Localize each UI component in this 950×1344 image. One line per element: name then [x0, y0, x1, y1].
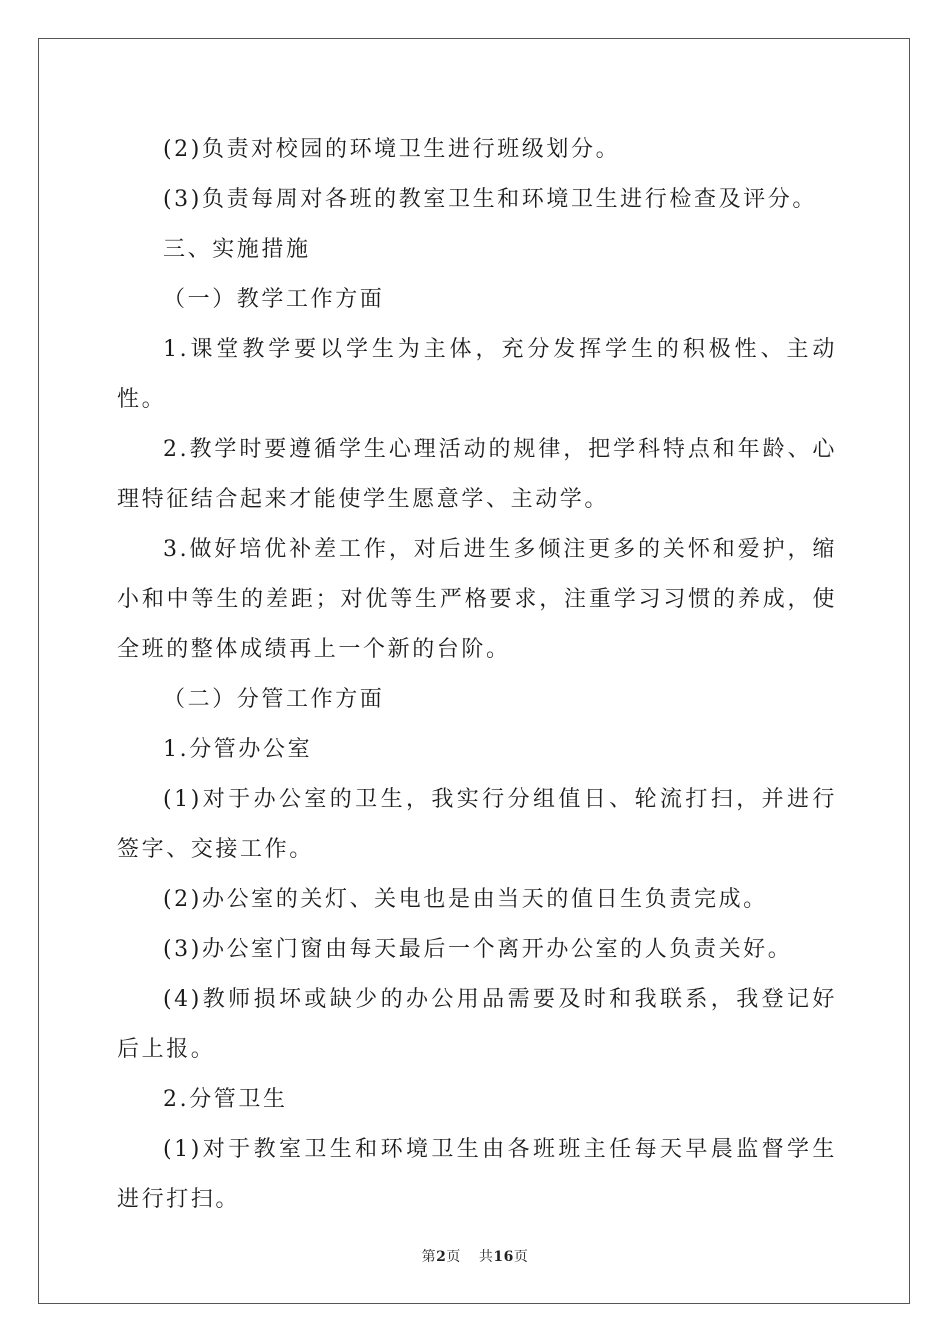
paragraph: (1)对于教室卫生和环境卫生由各班班主任每天早晨监督学生进行打扫。: [117, 1137, 837, 1212]
page-suffix: 页: [446, 1249, 461, 1265]
item-heading: 2.分管卫生: [163, 1087, 288, 1112]
item-heading: 1.分管办公室: [163, 737, 313, 762]
total-prefix: 共: [478, 1249, 494, 1265]
section-heading: 三、实施措施: [163, 237, 311, 262]
document-body: [117, 125, 837, 1225]
total-pages: 16: [493, 1249, 514, 1265]
paragraph: (2)负责对校园的环境卫生进行班级划分。: [163, 137, 621, 162]
paragraph: (3)负责每周对各班的教室卫生和环境卫生进行检查及评分。: [163, 187, 817, 212]
paragraph: (2)办公室的关灯、关电也是由当天的值日生负责完成。: [163, 887, 768, 912]
subsection-heading: （二）分管工作方面: [163, 687, 385, 712]
page-prefix: 第: [421, 1249, 437, 1265]
paragraph: 3.做好培优补差工作，对后进生多倾注更多的关怀和爱护，缩小和中等生的差距；对优等生严格要求，注重学习习惯的养成，使全班的整体成绩再上一个新的台阶。: [117, 537, 837, 662]
total-suffix: 页: [513, 1249, 529, 1265]
subsection-heading: （一）教学工作方面: [163, 287, 385, 312]
paragraph: 2.教学时要遵循学生心理活动的规律，把学科特点和年龄、心理特征结合起来才能使学生愿意学、主动学。: [117, 437, 837, 512]
paragraph: 1.课堂教学要以学生为主体，充分发挥学生的积极性、主动性。: [117, 337, 837, 412]
page-footer: [0, 1246, 950, 1266]
paragraph: (4)教师损坏或缺少的办公用品需要及时和我联系，我登记好后上报。: [117, 987, 837, 1062]
page-number: 2: [436, 1249, 447, 1265]
paragraph: (1)对于办公室的卫生，我实行分组值日、轮流打扫，并进行签字、交接工作。: [117, 787, 837, 862]
paragraph: (3)办公室门窗由每天最后一个离开办公室的人负责关好。: [163, 937, 793, 962]
